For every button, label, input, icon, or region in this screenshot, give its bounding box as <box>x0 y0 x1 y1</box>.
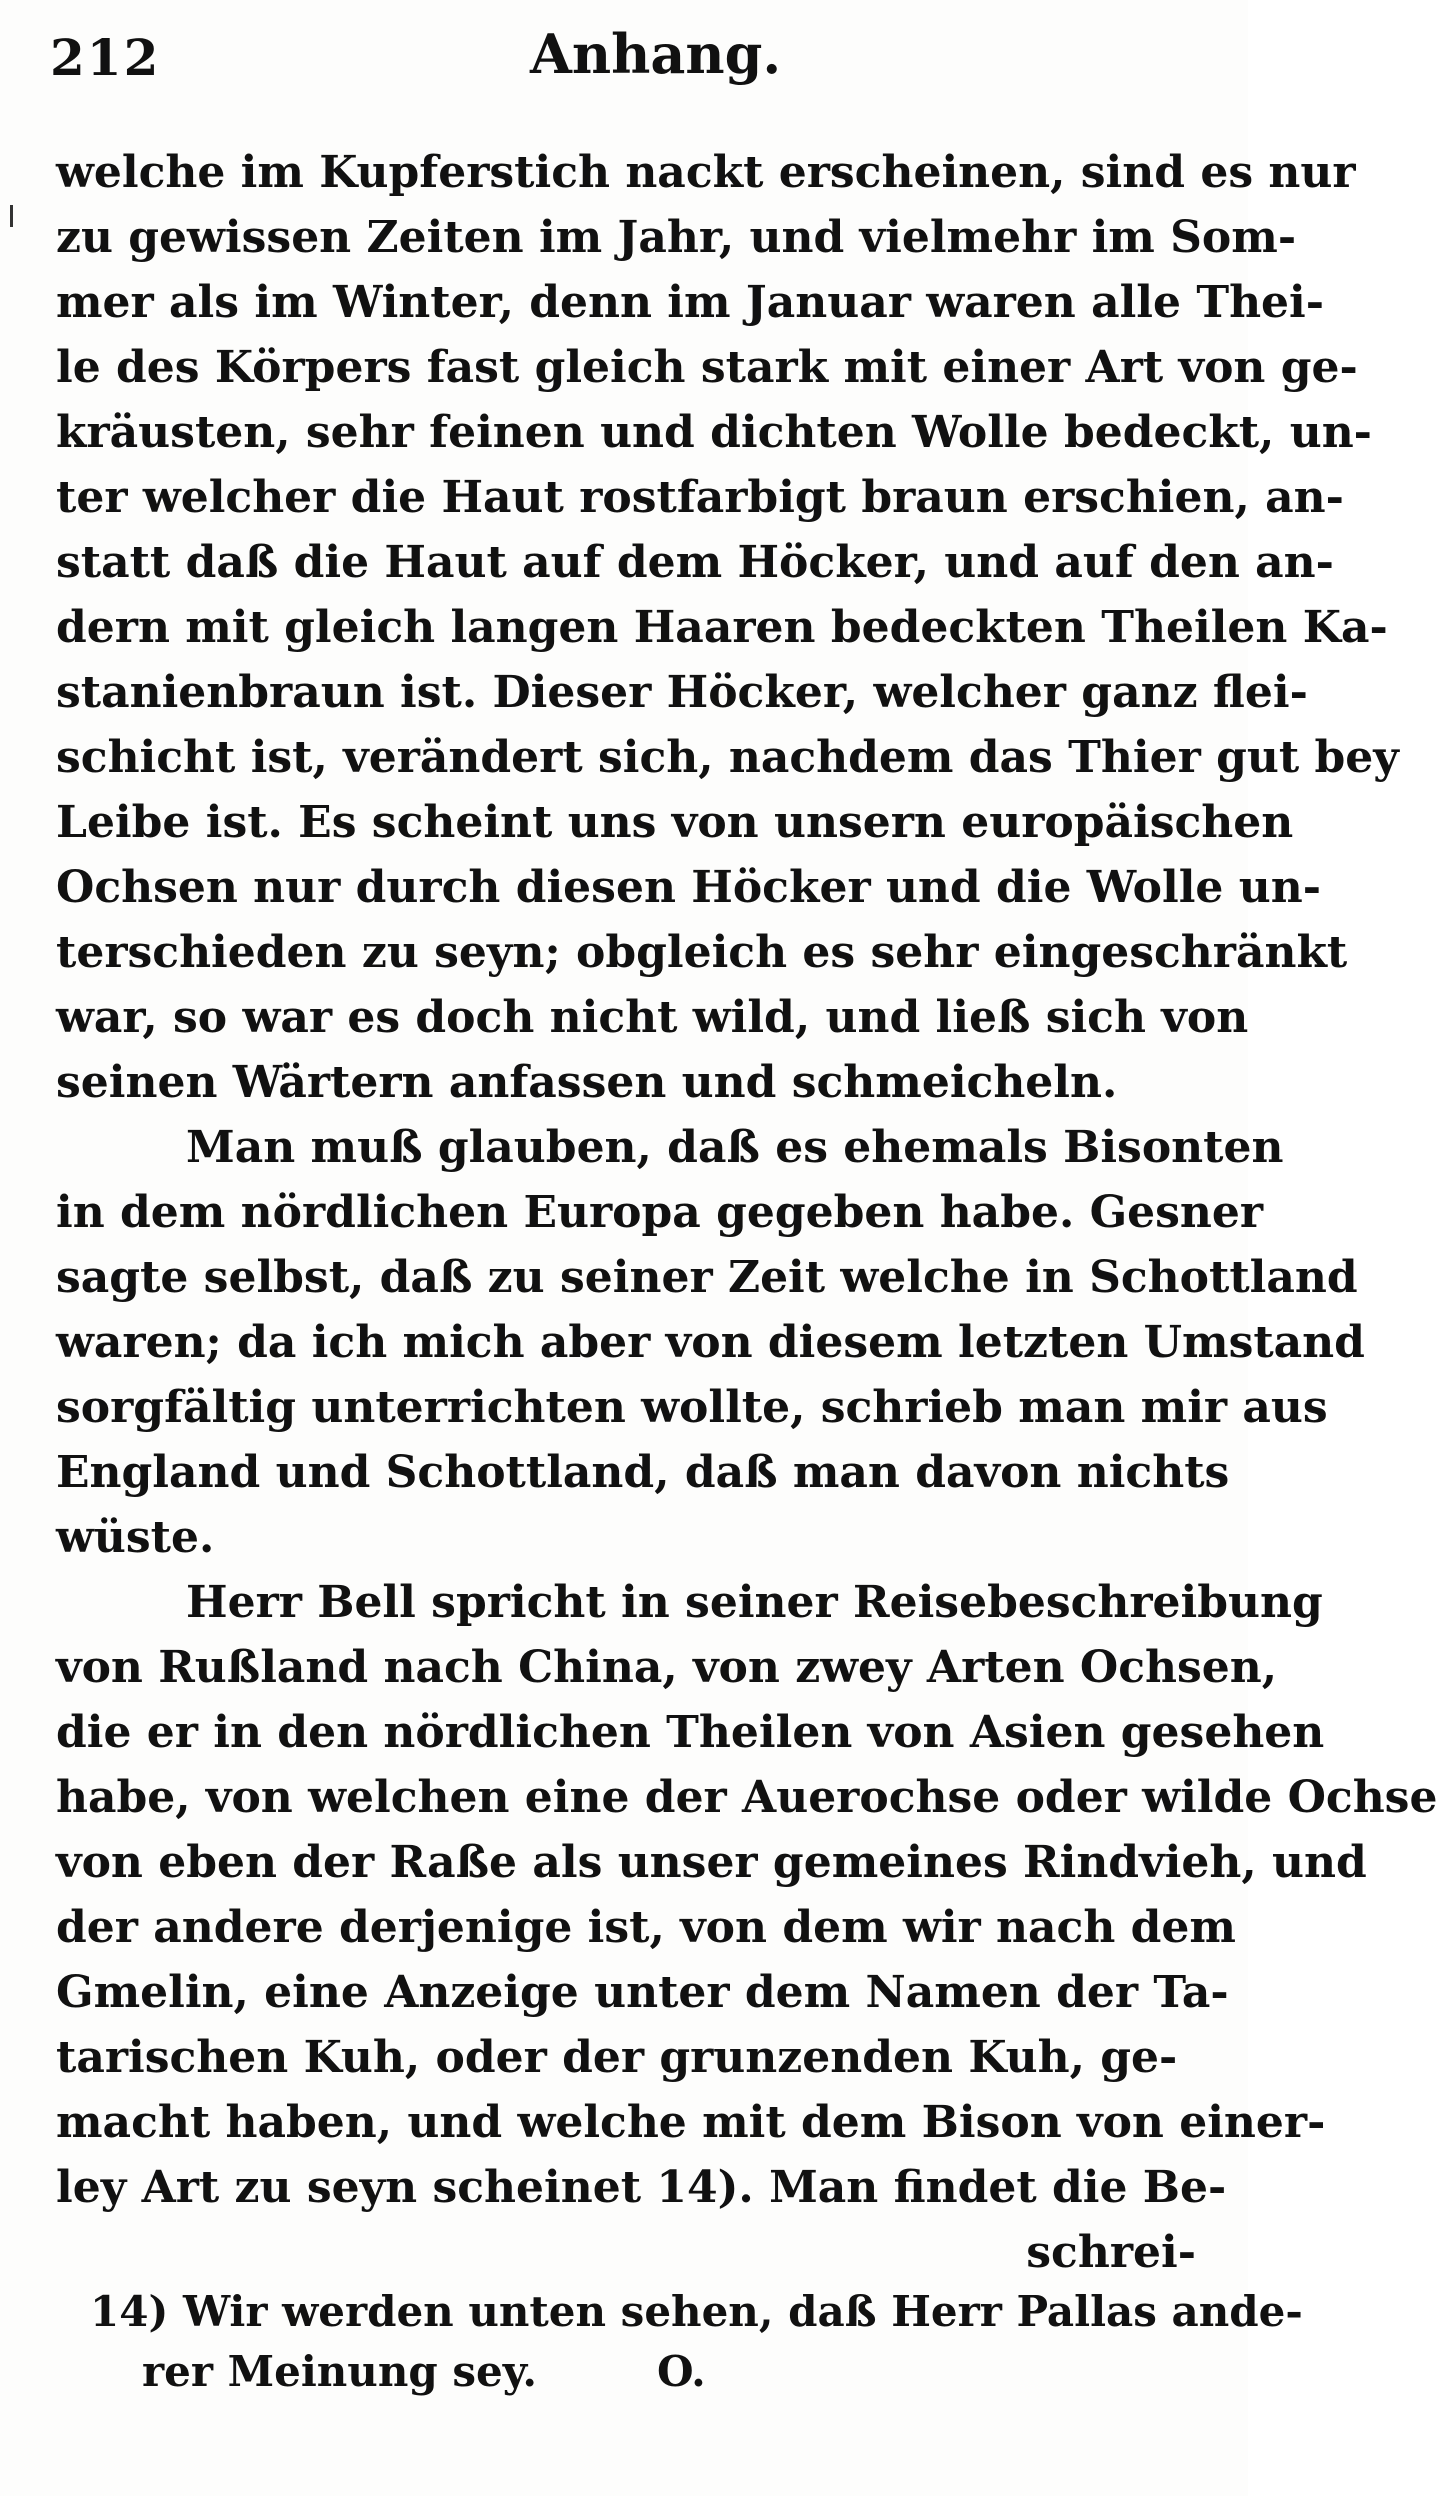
footnote-line <box>90 2342 1200 2402</box>
text-line: tarischen Kuh, oder der grunzenden Kuh, ge- <box>56 2032 1178 2083</box>
text-line: welche im Kupferstich nackt erscheinen, sind es nur <box>56 147 1356 198</box>
text-line: macht haben, und welche mit dem Bison von einer- <box>56 2097 1326 2148</box>
text-line: wüste. <box>56 1512 215 1563</box>
text-line: waren; da ich mich aber von diesem letzten Umstand <box>56 1317 1365 1368</box>
margin-mark <box>10 205 13 227</box>
text-line: in dem nördlichen Europa gegeben habe. Gesner <box>56 1187 1264 1238</box>
text-line: statt daß die Haut auf dem Höcker, und auf den an- <box>56 537 1334 588</box>
text-line: mer als im Winter, denn im Januar waren alle Thei- <box>56 277 1325 328</box>
text-line: le des Körpers fast gleich stark mit einer Art von ge- <box>56 342 1358 393</box>
text-line: terschieden zu seyn; obgleich es sehr eingeschränkt <box>56 927 1348 978</box>
text-line: Gmelin, eine Anzeige unter dem Namen der Ta- <box>56 1967 1229 2018</box>
text-line: seinen Wärtern anfassen und schmeicheln. <box>56 1057 1118 1108</box>
running-head: Anhang. <box>530 22 782 86</box>
text-line: ley Art zu seyn scheinet 14). Man findet die Be- <box>56 2162 1227 2213</box>
body-text <box>56 140 1437 2285</box>
text-line: ter welcher die Haut rostfarbigt braun erschien, an- <box>56 472 1344 523</box>
text-line: von Rußland nach China, von zwey Arten Ochsen, <box>56 1642 1278 1693</box>
text-line: habe, von welchen eine der Auerochse oder wilde Ochse <box>56 1772 1437 1823</box>
text-line: sagte selbst, daß zu seiner Zeit welche in Schottland <box>56 1252 1358 1303</box>
text-line: kräusten, sehr feinen und dichten Wolle bedeckt, un- <box>56 407 1372 458</box>
text-line: von eben der Raße als unser gemeines Rindvieh, und <box>56 1837 1367 1888</box>
footnote-initial: O. <box>656 2347 706 2396</box>
text-line: Ochsen nur durch diesen Höcker und die Wolle un- <box>56 862 1321 913</box>
text-line: schicht ist, verändert sich, nachdem das Thier gut bey <box>56 732 1399 783</box>
paragraph-start-line: Man muß glauben, daß es ehemals Bisonten <box>186 1122 1284 1173</box>
text-line: zu gewissen Zeiten im Jahr, und vielmehr im Som- <box>56 212 1297 263</box>
catchword: schrei- <box>1026 2227 1196 2278</box>
text-line: Leibe ist. Es scheint uns von unsern europäischen <box>56 797 1294 848</box>
page-header <box>50 22 1200 102</box>
text-line: die er in den nördlichen Theilen von Asien gesehen <box>56 1707 1325 1758</box>
text-line: dern mit gleich langen Haaren bedeckten Theilen Ka- <box>56 602 1388 653</box>
footnote <box>90 2282 1303 2402</box>
text-line: der andere derjenige ist, von dem wir nach dem <box>56 1902 1236 1953</box>
text-line: war, so war es doch nicht wild, und ließ sich von <box>56 992 1249 1043</box>
footnote-continuation: rer Meinung sey. <box>142 2347 537 2396</box>
text-line: England und Schottland, daß man davon nichts <box>56 1447 1230 1498</box>
text-line: stanienbraun ist. Dieser Höcker, welcher ganz flei- <box>56 667 1308 718</box>
page-number: 212 <box>50 28 161 87</box>
text-line: sorgfältig unterrichten wollte, schrieb man mir aus <box>56 1382 1328 1433</box>
paragraph-start-line: Herr Bell spricht in seiner Reisebeschreibung <box>186 1577 1323 1628</box>
footnote-line: 14) Wir werden unten sehen, daß Herr Pallas ande- <box>90 2287 1303 2336</box>
